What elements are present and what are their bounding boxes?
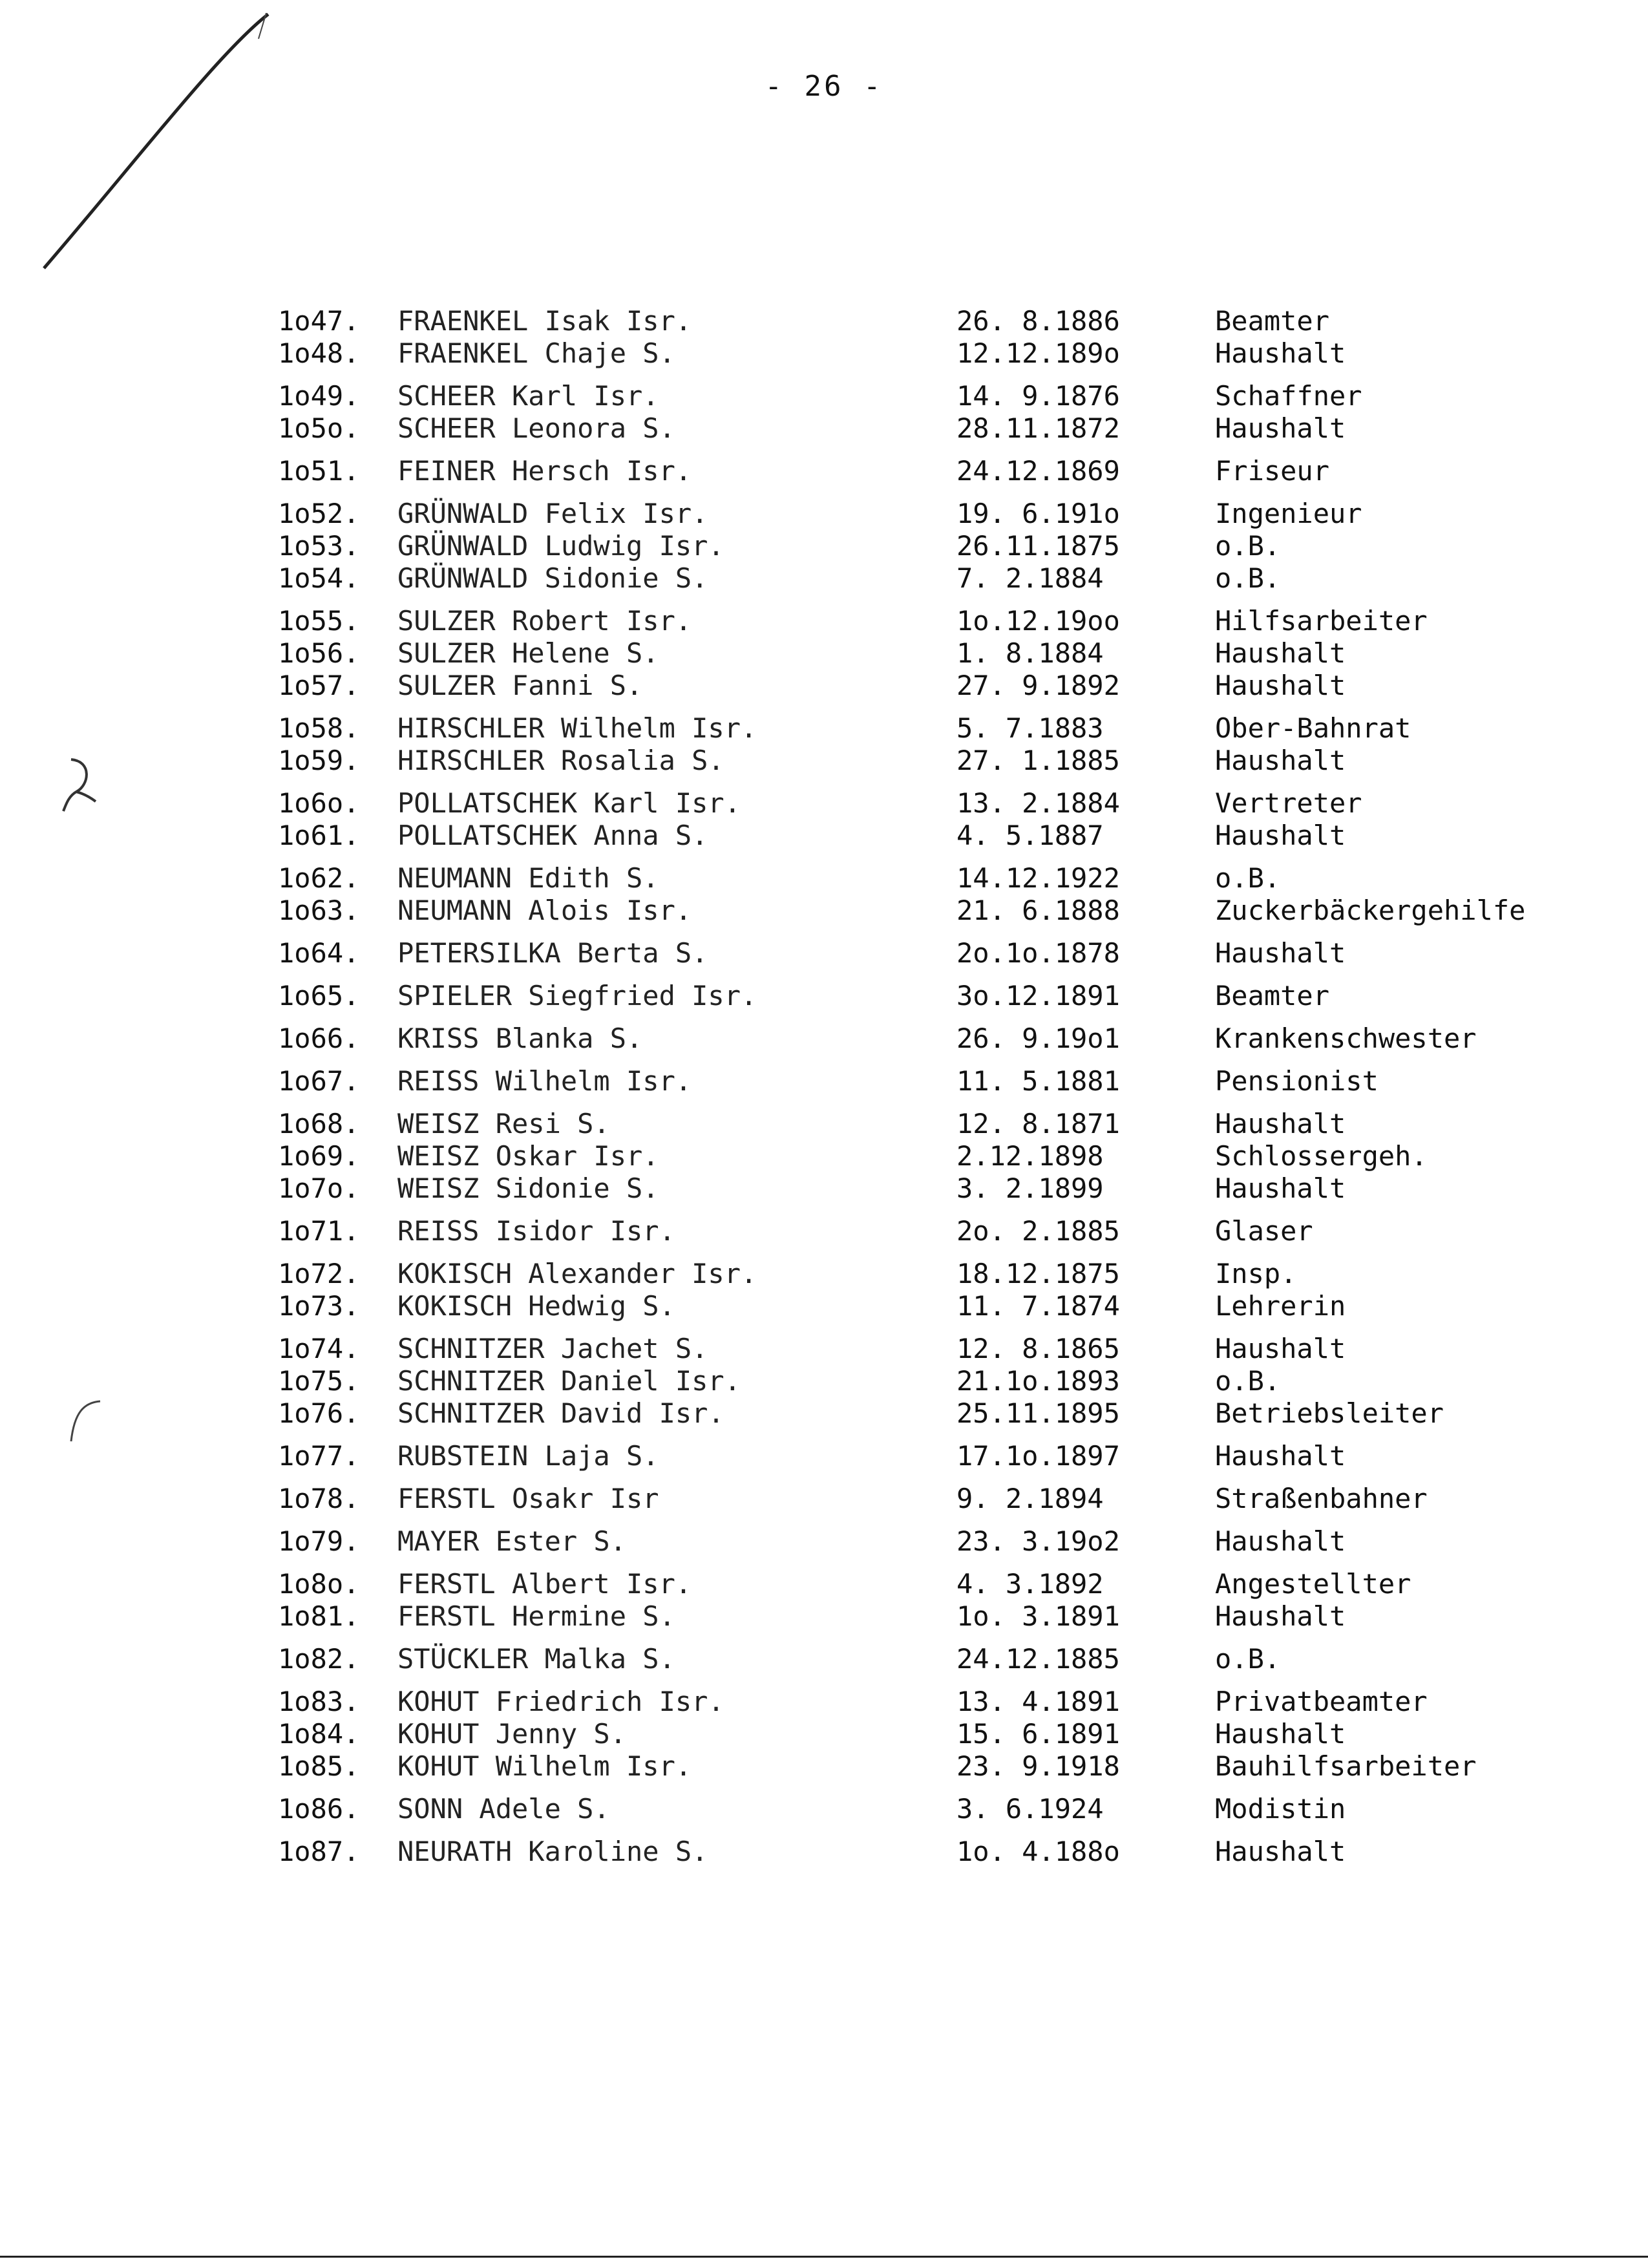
entry-number: 1o73. bbox=[278, 1290, 360, 1322]
entry-number: 1o52. bbox=[278, 498, 360, 529]
entry-group bbox=[278, 712, 1609, 777]
occupation: Betriebsleiter bbox=[1215, 1397, 1444, 1429]
occupation: Angestellter bbox=[1215, 1568, 1411, 1600]
person-name: KOKISCH Alexander Isr. bbox=[397, 1258, 757, 1289]
person-name: FERSTL Hermine S. bbox=[397, 1600, 675, 1632]
occupation: Straßenbahner bbox=[1215, 1483, 1428, 1514]
person-name: SCHNITZER Jachet S. bbox=[397, 1333, 708, 1364]
list-entry bbox=[278, 1397, 1609, 1430]
entry-number: 1o77. bbox=[278, 1440, 360, 1472]
birth-date: 13. 4.1891 bbox=[956, 1686, 1120, 1717]
entry-number: 1o56. bbox=[278, 637, 360, 669]
person-name: WEISZ Oskar Isr. bbox=[397, 1140, 659, 1172]
birth-date: 21. 6.1888 bbox=[956, 895, 1120, 926]
list-entry bbox=[278, 1718, 1609, 1750]
occupation: Insp. bbox=[1215, 1258, 1297, 1289]
occupation: Haushalt bbox=[1215, 412, 1346, 444]
entry-number: 1o84. bbox=[278, 1718, 360, 1750]
person-name: KOHUT Wilhelm Isr. bbox=[397, 1750, 692, 1782]
person-name: MAYER Ester S. bbox=[397, 1525, 627, 1557]
list-entry bbox=[278, 1023, 1609, 1055]
person-name: STÜCKLER Malka S. bbox=[397, 1643, 675, 1675]
entry-number: 1o64. bbox=[278, 937, 360, 969]
occupation: Haushalt bbox=[1215, 637, 1346, 669]
entry-number: 1o62. bbox=[278, 862, 360, 894]
occupation: Schlossergeh. bbox=[1215, 1140, 1428, 1172]
occupation: Pensionist bbox=[1215, 1065, 1379, 1097]
birth-date: 14.12.1922 bbox=[956, 862, 1120, 894]
entry-number: 1o61. bbox=[278, 820, 360, 851]
entry-number: 1o76. bbox=[278, 1397, 360, 1429]
person-name: RUBSTEIN Laja S. bbox=[397, 1440, 659, 1472]
birth-date: 3o.12.1891 bbox=[956, 980, 1120, 1012]
person-name: HIRSCHLER Wilhelm Isr. bbox=[397, 712, 757, 744]
entry-number: 1o87. bbox=[278, 1836, 360, 1867]
entry-number: 1o47. bbox=[278, 305, 360, 337]
person-name: KOHUT Friedrich Isr. bbox=[397, 1686, 724, 1717]
person-name: POLLATSCHEK Anna S. bbox=[397, 820, 708, 851]
entry-number: 1o63. bbox=[278, 895, 360, 926]
entry-number: 1o86. bbox=[278, 1793, 360, 1825]
list-entry bbox=[278, 637, 1609, 670]
list-entry bbox=[278, 380, 1609, 412]
list-entry bbox=[278, 1600, 1609, 1633]
occupation: o.B. bbox=[1215, 1365, 1281, 1397]
person-name: SCHNITZER David Isr. bbox=[397, 1397, 724, 1429]
entry-group bbox=[278, 937, 1609, 970]
list-entry bbox=[278, 1290, 1609, 1322]
person-name: FERSTL Osakr Isr bbox=[397, 1483, 659, 1514]
birth-date: 12. 8.1865 bbox=[956, 1333, 1120, 1364]
birth-date: 21.1o.1893 bbox=[956, 1365, 1120, 1397]
person-name: GRÜNWALD Felix Isr. bbox=[397, 498, 708, 529]
entry-group bbox=[278, 1836, 1609, 1868]
list-entry bbox=[278, 1215, 1609, 1247]
entry-number: 1o5o. bbox=[278, 412, 360, 444]
list-entry bbox=[278, 670, 1609, 702]
entry-number: 1o83. bbox=[278, 1686, 360, 1717]
person-name: FRAENKEL Isak Isr. bbox=[397, 305, 692, 337]
list-entry bbox=[278, 1686, 1609, 1718]
entry-number: 1o51. bbox=[278, 455, 360, 487]
person-name: GRÜNWALD Ludwig Isr. bbox=[397, 530, 724, 562]
list-entry bbox=[278, 337, 1609, 370]
list-entry bbox=[278, 1140, 1609, 1172]
birth-date: 4. 3.1892 bbox=[956, 1568, 1104, 1600]
entry-group bbox=[278, 1258, 1609, 1322]
entry-group bbox=[278, 605, 1609, 702]
list-entry bbox=[278, 1365, 1609, 1397]
list-entry bbox=[278, 605, 1609, 637]
entry-number: 1o59. bbox=[278, 745, 360, 776]
list-entry bbox=[278, 1750, 1609, 1783]
birth-date: 1o.12.19oo bbox=[956, 605, 1120, 637]
occupation: Haushalt bbox=[1215, 1333, 1346, 1364]
entry-number: 1o67. bbox=[278, 1065, 360, 1097]
occupation: Friseur bbox=[1215, 455, 1330, 487]
person-name: KRISS Blanka S. bbox=[397, 1023, 643, 1054]
entry-number: 1o49. bbox=[278, 380, 360, 412]
occupation: Haushalt bbox=[1215, 1440, 1346, 1472]
occupation: Haushalt bbox=[1215, 1600, 1346, 1632]
entry-number: 1o81. bbox=[278, 1600, 360, 1632]
person-name: WEISZ Sidonie S. bbox=[397, 1172, 659, 1204]
birth-date: 26. 9.19o1 bbox=[956, 1023, 1120, 1054]
occupation: o.B. bbox=[1215, 862, 1281, 894]
occupation: Modistin bbox=[1215, 1793, 1346, 1825]
entry-group bbox=[278, 1686, 1609, 1783]
entry-number: 1o72. bbox=[278, 1258, 360, 1289]
birth-date: 14. 9.1876 bbox=[956, 380, 1120, 412]
person-name: SCHEER Karl Isr. bbox=[397, 380, 659, 412]
birth-date: 13. 2.1884 bbox=[956, 787, 1120, 819]
list-entry bbox=[278, 1643, 1609, 1675]
person-name: REISS Wilhelm Isr. bbox=[397, 1065, 692, 1097]
entry-number: 1o48. bbox=[278, 337, 360, 369]
person-name: REISS Isidor Isr. bbox=[397, 1215, 675, 1247]
occupation: Beamter bbox=[1215, 980, 1330, 1012]
list-entry bbox=[278, 1172, 1609, 1205]
person-name: FRAENKEL Chaje S. bbox=[397, 337, 675, 369]
entry-group bbox=[278, 380, 1609, 445]
entry-number: 1o65. bbox=[278, 980, 360, 1012]
list-entry bbox=[278, 1065, 1609, 1097]
entry-number: 1o58. bbox=[278, 712, 360, 744]
entry-group bbox=[278, 787, 1609, 852]
person-name: NEURATH Karoline S. bbox=[397, 1836, 708, 1867]
list-entry bbox=[278, 937, 1609, 970]
margin-mark bbox=[57, 756, 109, 814]
birth-date: 3. 6.1924 bbox=[956, 1793, 1104, 1825]
birth-date: 15. 6.1891 bbox=[956, 1718, 1120, 1750]
birth-date: 28.11.1872 bbox=[956, 412, 1120, 444]
list-entry bbox=[278, 562, 1609, 595]
page-number: - 26 - bbox=[765, 70, 883, 103]
occupation: Privatbeamter bbox=[1215, 1686, 1428, 1717]
list-entry bbox=[278, 980, 1609, 1012]
person-name: POLLATSCHEK Karl Isr. bbox=[397, 787, 741, 819]
person-name: WEISZ Resi S. bbox=[397, 1108, 610, 1139]
entry-number: 1o55. bbox=[278, 605, 360, 637]
entry-number: 1o8o. bbox=[278, 1568, 360, 1600]
entry-number: 1o78. bbox=[278, 1483, 360, 1514]
list-entry bbox=[278, 745, 1609, 777]
occupation: Ober-Bahnrat bbox=[1215, 712, 1411, 744]
list-entry bbox=[278, 1333, 1609, 1365]
occupation: o.B. bbox=[1215, 1643, 1281, 1675]
entry-group bbox=[278, 1023, 1609, 1055]
birth-date: 5. 7.1883 bbox=[956, 712, 1104, 744]
entry-number: 1o74. bbox=[278, 1333, 360, 1364]
entry-group bbox=[278, 1525, 1609, 1558]
list-entry bbox=[278, 820, 1609, 852]
birth-date: 27. 9.1892 bbox=[956, 670, 1120, 701]
entry-number: 1o53. bbox=[278, 530, 360, 562]
birth-date: 2o. 2.1885 bbox=[956, 1215, 1120, 1247]
entry-group bbox=[278, 1108, 1609, 1205]
entry-group bbox=[278, 980, 1609, 1012]
birth-date: 1o. 3.1891 bbox=[956, 1600, 1120, 1632]
person-name: SULZER Robert Isr. bbox=[397, 605, 692, 637]
entry-group bbox=[278, 1793, 1609, 1825]
entry-number: 1o71. bbox=[278, 1215, 360, 1247]
occupation: Haushalt bbox=[1215, 1172, 1346, 1204]
person-name: PETERSILKA Berta S. bbox=[397, 937, 708, 969]
list-entry bbox=[278, 1525, 1609, 1558]
entry-number: 1o75. bbox=[278, 1365, 360, 1397]
occupation: Vertreter bbox=[1215, 787, 1362, 819]
list-entry bbox=[278, 1483, 1609, 1515]
list-entry bbox=[278, 305, 1609, 337]
person-name: SONN Adele S. bbox=[397, 1793, 610, 1825]
entry-group bbox=[278, 1065, 1609, 1097]
occupation: Lehrerin bbox=[1215, 1290, 1346, 1322]
list-entry bbox=[278, 1440, 1609, 1472]
occupation: Glaser bbox=[1215, 1215, 1313, 1247]
occupation: Haushalt bbox=[1215, 937, 1346, 969]
birth-date: 25.11.1895 bbox=[956, 1397, 1120, 1429]
person-name: SULZER Helene S. bbox=[397, 637, 659, 669]
entry-number: 1o57. bbox=[278, 670, 360, 701]
occupation: Haushalt bbox=[1215, 670, 1346, 701]
entry-group bbox=[278, 455, 1609, 487]
occupation: Hilfsarbeiter bbox=[1215, 605, 1428, 637]
person-name: SCHEER Leonora S. bbox=[397, 412, 675, 444]
person-name: NEUMANN Edith S. bbox=[397, 862, 659, 894]
occupation: Zuckerbäckergehilfe bbox=[1215, 895, 1526, 926]
birth-date: 11. 5.1881 bbox=[956, 1065, 1120, 1097]
occupation: Haushalt bbox=[1215, 1836, 1346, 1867]
entry-group bbox=[278, 305, 1609, 370]
entry-number: 1o68. bbox=[278, 1108, 360, 1139]
birth-date: 23. 9.1918 bbox=[956, 1750, 1120, 1782]
entry-group bbox=[278, 1215, 1609, 1247]
list-entry bbox=[278, 712, 1609, 745]
entry-group bbox=[278, 862, 1609, 927]
occupation: Haushalt bbox=[1215, 1525, 1346, 1557]
list-entry bbox=[278, 862, 1609, 895]
person-name: KOKISCH Hedwig S. bbox=[397, 1290, 675, 1322]
birth-date: 27. 1.1885 bbox=[956, 745, 1120, 776]
birth-date: 2.12.1898 bbox=[956, 1140, 1104, 1172]
birth-date: 12.12.189o bbox=[956, 337, 1120, 369]
entry-number: 1o54. bbox=[278, 562, 360, 594]
person-name: SCHNITZER Daniel Isr. bbox=[397, 1365, 741, 1397]
birth-date: 12. 8.1871 bbox=[956, 1108, 1120, 1139]
person-name: SULZER Fanni S. bbox=[397, 670, 643, 701]
list-entry bbox=[278, 895, 1609, 927]
entry-number: 1o66. bbox=[278, 1023, 360, 1054]
list-entry bbox=[278, 412, 1609, 445]
entry-group bbox=[278, 1643, 1609, 1675]
occupation: o.B. bbox=[1215, 562, 1281, 594]
list-entry bbox=[278, 787, 1609, 820]
person-name: FEINER Hersch Isr. bbox=[397, 455, 692, 487]
birth-date: 3. 2.1899 bbox=[956, 1172, 1104, 1204]
birth-date: 11. 7.1874 bbox=[956, 1290, 1120, 1322]
birth-date: 1. 8.1884 bbox=[956, 637, 1104, 669]
occupation: Beamter bbox=[1215, 305, 1330, 337]
person-name: NEUMANN Alois Isr. bbox=[397, 895, 692, 926]
list-entry bbox=[278, 1108, 1609, 1140]
deportation-list bbox=[278, 305, 1609, 1878]
entry-group bbox=[278, 1568, 1609, 1633]
person-name: GRÜNWALD Sidonie S. bbox=[397, 562, 708, 594]
occupation: Schaffner bbox=[1215, 380, 1362, 412]
entry-group bbox=[278, 1333, 1609, 1430]
birth-date: 18.12.1875 bbox=[956, 1258, 1120, 1289]
entry-number: 1o79. bbox=[278, 1525, 360, 1557]
entry-number: 1o85. bbox=[278, 1750, 360, 1782]
entry-number: 1o7o. bbox=[278, 1172, 360, 1204]
person-name: KOHUT Jenny S. bbox=[397, 1718, 627, 1750]
occupation: Krankenschwester bbox=[1215, 1023, 1477, 1054]
list-entry bbox=[278, 530, 1609, 562]
occupation: Haushalt bbox=[1215, 1108, 1346, 1139]
birth-date: 7. 2.1884 bbox=[956, 562, 1104, 594]
person-name: FERSTL Albert Isr. bbox=[397, 1568, 692, 1600]
entry-number: 1o6o. bbox=[278, 787, 360, 819]
birth-date: 4. 5.1887 bbox=[956, 820, 1104, 851]
entry-number: 1o69. bbox=[278, 1140, 360, 1172]
birth-date: 26. 8.1886 bbox=[956, 305, 1120, 337]
occupation: Haushalt bbox=[1215, 1718, 1346, 1750]
entry-group bbox=[278, 1483, 1609, 1515]
occupation: Ingenieur bbox=[1215, 498, 1362, 529]
list-entry bbox=[278, 498, 1609, 530]
birth-date: 24.12.1869 bbox=[956, 455, 1120, 487]
birth-date: 17.1o.1897 bbox=[956, 1440, 1120, 1472]
birth-date: 24.12.1885 bbox=[956, 1643, 1120, 1675]
list-entry bbox=[278, 1258, 1609, 1290]
birth-date: 19. 6.191o bbox=[956, 498, 1120, 529]
birth-date: 23. 3.19o2 bbox=[956, 1525, 1120, 1557]
person-name: HIRSCHLER Rosalia S. bbox=[397, 745, 724, 776]
birth-date: 2o.1o.1878 bbox=[956, 937, 1120, 969]
occupation: Haushalt bbox=[1215, 820, 1346, 851]
occupation: o.B. bbox=[1215, 530, 1281, 562]
occupation: Bauhilfsarbeiter bbox=[1215, 1750, 1477, 1782]
corner-fold-line bbox=[39, 13, 323, 284]
entry-number: 1o82. bbox=[278, 1643, 360, 1675]
list-entry bbox=[278, 455, 1609, 487]
list-entry bbox=[278, 1836, 1609, 1868]
birth-date: 1o. 4.188o bbox=[956, 1836, 1120, 1867]
list-entry bbox=[278, 1568, 1609, 1600]
person-name: SPIELER Siegfried Isr. bbox=[397, 980, 757, 1012]
bottom-rule bbox=[0, 2256, 1648, 2258]
birth-date: 9. 2.1894 bbox=[956, 1483, 1104, 1514]
entry-group bbox=[278, 1440, 1609, 1472]
birth-date: 26.11.1875 bbox=[956, 530, 1120, 562]
list-entry bbox=[278, 1793, 1609, 1825]
occupation: Haushalt bbox=[1215, 745, 1346, 776]
occupation: Haushalt bbox=[1215, 337, 1346, 369]
entry-group bbox=[278, 498, 1609, 595]
margin-mark bbox=[65, 1396, 103, 1448]
